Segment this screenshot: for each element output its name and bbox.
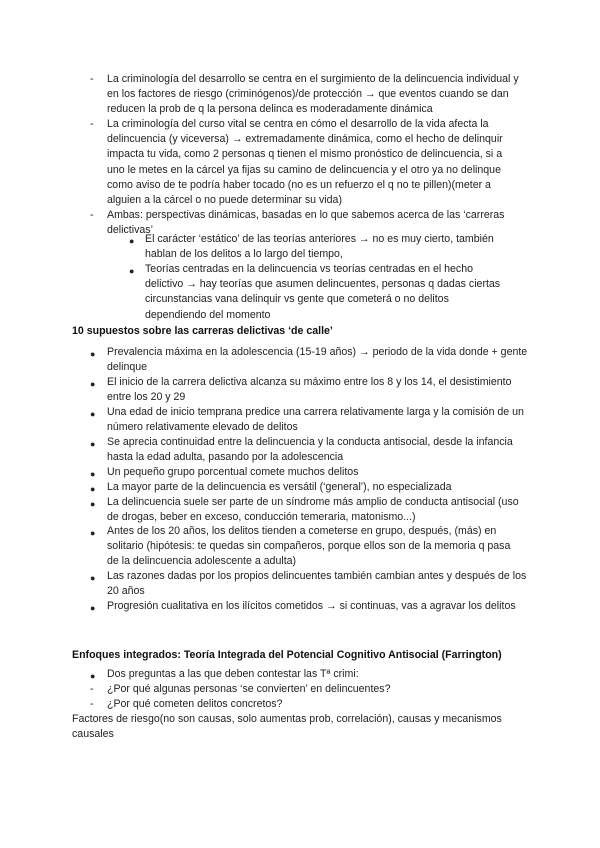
dash-marker: -	[90, 118, 94, 130]
dash-marker: -	[90, 209, 94, 221]
list-item: Una edad de inicio temprana predice una carrera relativamente larga y la comisión de un número relativamente elevado de delitos	[107, 406, 524, 434]
bullet-marker: ●	[90, 484, 96, 494]
bullet-marker: ●	[90, 439, 96, 449]
list-item: Las razones dadas por los propios delincuentes también cambian antes y después de los 20 años	[107, 570, 527, 598]
list-item: ¿Por qué cometen delitos concretos?	[107, 698, 283, 710]
list-item: El inicio de la carrera delictiva alcanza su máximo entre los 8 y los 14, el desistimiento entre los 20 y 29	[107, 376, 512, 404]
bullet-marker: ●	[90, 469, 96, 479]
bullet-marker: ●	[90, 499, 96, 509]
dash-marker: -	[90, 698, 94, 710]
list-item: La mayor parte de la delincuencia es versátil (‘general’), no especializada	[107, 481, 452, 493]
bullet-marker: ●	[90, 379, 96, 389]
dash-marker: -	[90, 683, 94, 695]
list-item: Antes de los 20 años, los delitos tienden a cometerse en grupo, después, (más) en solitario (hipótesis: te quedas sin compañeros, porque ellos son de la memoria q pasa de la delincuencia adolescente a adulta)	[107, 525, 511, 568]
bullet-marker: ●	[90, 573, 96, 583]
list-item: La criminología del desarrollo se centra en el surgimiento de la delincuencia individual y en los factores de riesgo (criminógenos)/de protección → que eventos cuando se dan reducen la prob de q la persona delinca es moderadamente dinámica	[107, 73, 519, 116]
bullet-marker: ●	[90, 671, 96, 681]
bullet-marker: ●	[90, 528, 96, 538]
bullet-marker: ●	[129, 236, 135, 246]
list-item: Se aprecia continuidad entre la delincuencia y la conducta antisocial, desde la infancia hasta la edad adulta, pasando por la adolescencia	[107, 436, 513, 464]
sub-list-item: El carácter ‘estático’ de las teorías anteriores → no es muy cierto, también hablan de los delitos a lo largo del tiempo,	[145, 233, 494, 261]
list-item: La delincuencia suele ser parte de un síndrome más amplio de conducta antisocial (uso de drogas, beber en exceso, conducción temeraria, matonismo...)	[107, 496, 519, 524]
list-item: Prevalencia máxima en la adolescencia (15-19 años) → periodo de la vida donde + gente delinque	[107, 346, 528, 374]
paragraph: Factores de riesgo(no son causas, solo aumentas prob, correlación), causas y mecanismos causales	[72, 713, 502, 741]
dash-marker: -	[90, 73, 94, 85]
bullet-marker: ●	[90, 349, 96, 359]
list-item: ¿Por qué algunas personas ‘se convierten’ en delincuentes?	[107, 683, 391, 695]
list-item: Progresión cualitativa en los ilícitos cometidos → si continuas, vas a agravar los delitos	[107, 600, 516, 612]
bullet-marker: ●	[90, 409, 96, 419]
section-heading: 10 supuestos sobre las carreras delictivas ‘de calle’	[72, 325, 333, 337]
list-item: La criminología del curso vital se centra en cómo el desarrollo de la vida afecta la delincuencia (y viceversa) → extremadamente dinámica, como el hecho de delinquir impacta tu vida, como 2 personas q tienen el mismo pronóstico de delincuencia, si a uno le metes en la cárcel ya fijas su camino de delincuencia y el otro ya no delinque como aviso de te podría haber tocado (no es un refuerzo el q no te pillen)(meter a alguien a la cárcel o no puede determinar su vida)	[107, 118, 503, 207]
list-item: Dos preguntas a las que deben contestar las Tª crimi:	[107, 668, 359, 680]
list-item: Un pequeño grupo porcentual comete muchos delitos	[107, 466, 359, 478]
bullet-marker: ●	[90, 603, 96, 613]
list-item: Ambas: perspectivas dinámicas, basadas en lo que sabemos acerca de las ‘carreras delictivas’	[107, 209, 505, 237]
sub-list-item: Teorías centradas en la delincuencia vs teorías centradas en el hecho delictivo → hay teorías que asumen delincuentes, personas q dadas ciertas circunstancias vana delinquir vs gente que cometerá o no delitos dependiendo del momento	[145, 263, 501, 321]
bullet-marker: ●	[129, 266, 135, 276]
section-heading: Enfoques integrados: Teoría Integrada del Potencial Cognitivo Antisocial (Farrington)	[72, 649, 502, 661]
